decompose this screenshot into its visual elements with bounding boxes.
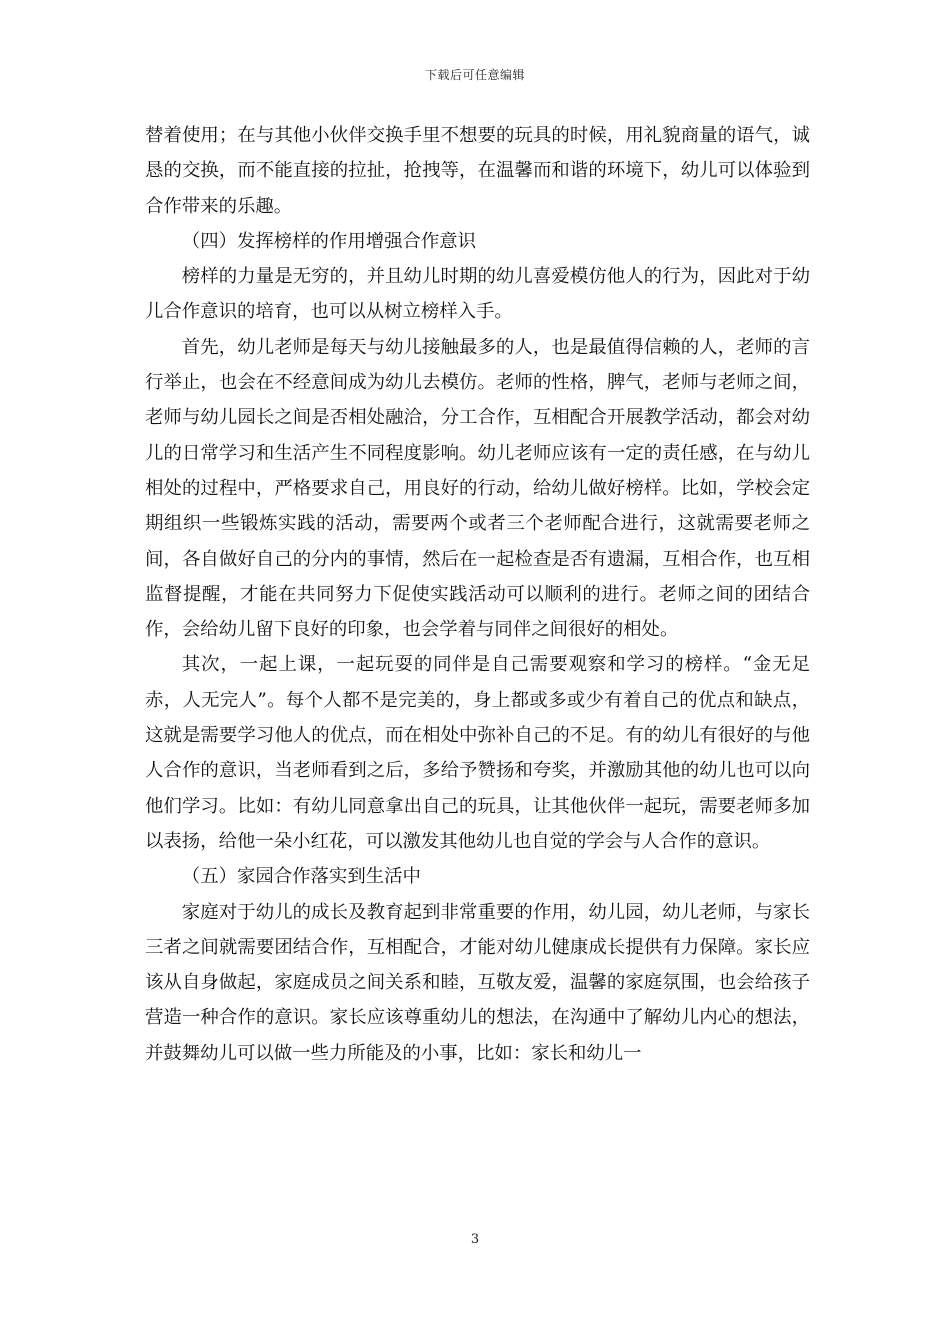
document-body	[145, 118, 810, 1071]
paragraph-continuation: 替着使用；在与其他小伙伴交换手里不想要的玩具的时候，用礼貌商量的语气，诚恳的交换，而不能直接的拉扯，抢拽等，在温馨而和谐的环境下，幼儿可以体验到合作带来的乐趣。	[145, 125, 810, 217]
section-heading-4: （四）发挥榜样的作用增强合作意识	[181, 230, 477, 252]
paragraph-role-model-intro: 榜样的力量是无穷的，并且幼儿时期的幼儿喜爱模仿他人的行为，因此对于幼儿合作意识的培育，也可以从树立榜样入手。	[145, 266, 810, 323]
paragraph-peers-example: 其次，一起上课，一起玩耍的同伴是自己需要观察和学习的榜样。“金无足赤，人无完人”。每个人都不是完美的，身上都或多或少有着自己的优点和缺点，这就是需要学习他人的优点，而在相处中弥补自己的不足。有的幼儿有很好的与他人合作的意识，当老师看到之后，多给予赞扬和夸奖，并激励其他的幼儿也可以向他们学习。比如：有幼儿同意拿出自己的玩具，让其他伙伴一起玩，需要老师多加以表扬，给他一朵小红花，可以激发其他幼儿也自觉的学会与人合作的意识。	[145, 654, 810, 852]
section-heading-5: （五）家园合作落实到生活中	[181, 866, 421, 888]
page-number: 3	[470, 1232, 480, 1247]
page-header: 下载后可任意编辑	[424, 68, 525, 82]
paragraph-teachers-example: 首先，幼儿老师是每天与幼儿接触最多的人，也是最值得信赖的人，老师的言行举止，也会在不经意间成为幼儿去模仿。老师的性格，脾气，老师与老师之间，老师与幼儿园长之间是否相处融洽，分工合作，互相配合开展教学活动，都会对幼儿的日常学习和生活产生不同程度影响。幼儿老师应该有一定的责任感，在与幼儿相处的过程中，严格要求自己，用良好的行动，给幼儿做好榜样。比如，学校会定期组织一些锻炼实践的活动，需要两个或者三个老师配合进行，这就需要老师之间，各自做好自己的分内的事情，然后在一起检查是否有遗漏，互相合作，也互相监督提醒，才能在共同努力下促使实践活动可以顺利的进行。老师之间的团结合作，会给幼儿留下良好的印象，也会学着与同伴之间很好的相处。	[145, 336, 810, 641]
paragraph-home-school: 家庭对于幼儿的成长及教育起到非常重要的作用，幼儿园，幼儿老师，与家长三者之间就需要团结合作，互相配合，才能对幼儿健康成长提供有力保障。家长应该从自身做起，家庭成员之间关系和睦，互敬友爱，温馨的家庭氛围，也会给孩子营造一种合作的意识。家长应该尊重幼儿的想法，在沟通中了解幼儿内心的想法，并鼓舞幼儿可以做一些力所能及的小事，比如：家长和幼儿一	[145, 901, 810, 1064]
